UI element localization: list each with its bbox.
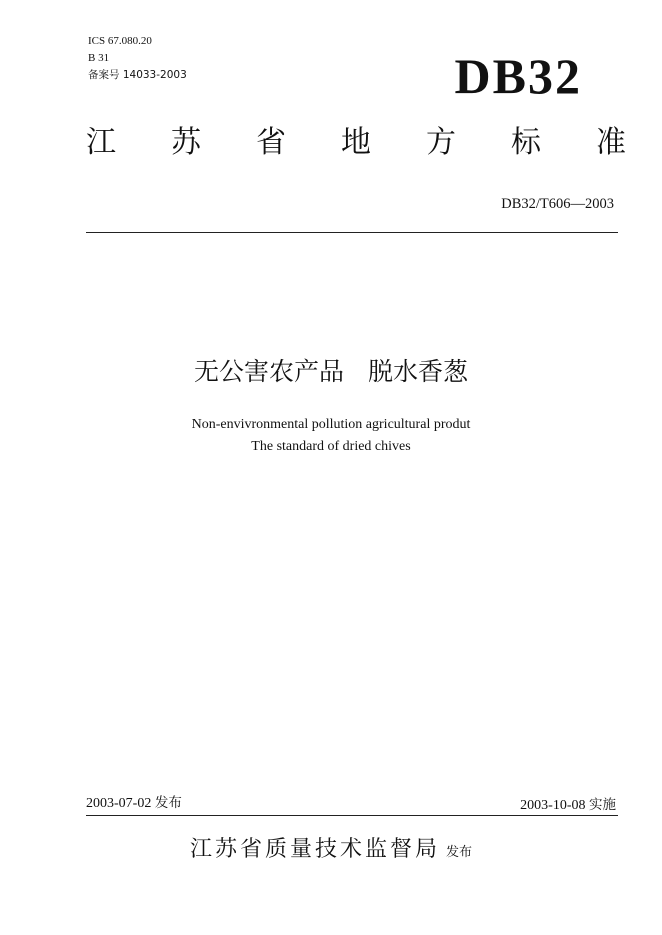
standard-code-logo: DB32 [454,48,582,104]
top-divider [86,232,618,233]
publisher-organization: 江苏省质量技术监督局 [189,837,440,862]
issue-date-block [86,793,182,814]
classification-block [88,33,187,84]
chinese-title [0,352,662,392]
publisher-line [0,832,662,868]
standard-type-char: 苏 [171,125,201,160]
english-title-line2: The standard of dried chives [251,439,411,454]
english-title-line1: Non-envivronmental pollution agricultural produt [191,417,471,432]
publisher-verb: 发布 [446,845,473,860]
record-number: 备案号 14033-2003 [88,69,187,81]
ics-code: ICS 67.080.20 [88,35,152,47]
english-title [0,414,662,458]
implementation-label: 实施 [589,797,616,813]
standard-type-char: 江 [86,125,116,160]
standard-type-char: 标 [511,125,541,160]
chinese-title-part1: 无公害农产品 [193,357,344,386]
category-code: B 31 [88,52,110,64]
standard-type-char: 省 [256,125,286,160]
chinese-title-part2: 脱水香葱 [368,357,469,386]
issue-date: 2003-07-02 [86,796,152,811]
standard-type-char: 方 [426,125,456,160]
implementation-date-block [520,795,616,816]
standard-type-char: 准 [596,125,626,160]
implementation-date: 2003-10-08 [520,798,586,813]
standard-type-heading [86,121,626,165]
bottom-divider [86,815,618,816]
standard-type-char: 地 [341,125,371,160]
issue-label: 发布 [154,795,182,811]
standard-number: DB32/T606—2003 [501,196,614,212]
